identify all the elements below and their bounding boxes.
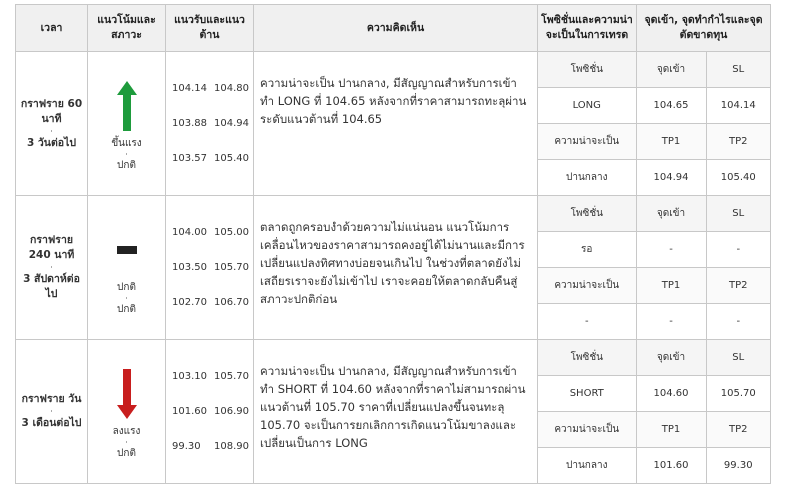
tp1-value: 101.60 (636, 448, 706, 484)
resistance-value: 104.94 (214, 118, 249, 129)
header-position-entry (538, 5, 771, 52)
probability-value: ปานกลาง (566, 460, 608, 471)
trend-strength: ลงแรง (112, 425, 141, 437)
level-row (172, 71, 249, 106)
comment-cell (254, 196, 538, 340)
trend-condition: ปกติ (117, 303, 136, 315)
probability-label: ความน่าจะเป็น (538, 268, 636, 304)
tp1-label: TP1 (636, 412, 706, 448)
trend-strength: ขึ้นแรง (111, 137, 142, 149)
sl-label: SL (706, 340, 770, 376)
level-row (172, 215, 249, 250)
trend-arrow-icon (117, 219, 137, 281)
support-value: 103.10 (172, 371, 207, 382)
level-row (172, 106, 249, 141)
trade-cell (538, 340, 771, 484)
probability-label: ความน่าจะเป็น (538, 124, 636, 160)
trend-separator: · (125, 437, 128, 447)
tp1-label: TP1 (636, 268, 706, 304)
trend-condition: ปกติ (117, 159, 136, 171)
sl-value: 105.70 (706, 376, 770, 412)
period-cell (16, 52, 88, 196)
trade-table (538, 340, 770, 483)
trend-arrow-icon (117, 363, 137, 425)
tp2-value: 99.30 (706, 448, 770, 484)
probability-label: ความน่าจะเป็น (538, 412, 636, 448)
support-value: 99.30 (172, 441, 201, 452)
tp2-value: - (706, 304, 770, 340)
trade-table (538, 196, 770, 339)
trend-strength: ปกติ (117, 281, 136, 293)
comment-text: ความน่าจะเป็น ปานกลาง, มีสัญญาณสำหรับการเข้าทำ LONG ที่ 104.65 หลังจากที่ราคาสามารถทะลุผ่านระดับแนวต้านที่ 104.65 (260, 76, 527, 126)
sl-value: - (706, 232, 770, 268)
resistance-value: 105.70 (214, 371, 249, 382)
header-support-resistance: แนวรับและแนวต้าน (166, 5, 254, 52)
trend-separator: · (125, 149, 128, 159)
support-value: 102.70 (172, 297, 207, 308)
entry-label: จุดเข้า (636, 340, 706, 376)
header-comment: ความคิดเห็น (254, 5, 538, 52)
support-value: 101.60 (172, 406, 207, 417)
trend-condition: ปกติ (117, 447, 136, 459)
entry-label: จุดเข้า (636, 196, 706, 232)
trade-cell (538, 52, 771, 196)
trend-cell (88, 196, 166, 340)
trend-separator: · (125, 293, 128, 303)
comment-text: ความน่าจะเป็น ปานกลาง, มีสัญญาณสำหรับการเข้าทำ SHORT ที่ 104.60 หลังจากที่ราคาไม่สามารถผ่านแนวต้านที่ 105.70 ราคาที่เปลี่ยนแปลงขึ้นจนทะลุ 105.70 จะเป็นการยกเลิกการเกิดแนวโน้มขาลงและเปลี่ยนเป็นการ LONG (260, 364, 526, 450)
level-row (172, 359, 249, 394)
period-separator: · (50, 126, 53, 136)
table-row (16, 340, 771, 484)
period-separator: · (50, 263, 53, 272)
resistance-value: 105.40 (214, 153, 249, 164)
position-label: โพซิชั่น (538, 340, 636, 376)
entry-label: จุดเข้า (636, 52, 706, 88)
sl-label: SL (706, 196, 770, 232)
comment-cell (254, 52, 538, 196)
sl-label: SL (706, 52, 770, 88)
tp2-label: TP2 (706, 412, 770, 448)
resistance-value: 105.00 (214, 227, 249, 238)
level-row (172, 141, 249, 176)
level-row (172, 429, 249, 464)
resistance-value: 104.80 (214, 83, 249, 94)
header-entry: จุดเข้า, จุดทำกำไรและจุดตัดขาดทุน (644, 14, 763, 41)
position-label: โพซิชั่น (538, 52, 636, 88)
support-value: 103.57 (172, 153, 207, 164)
entry-value: 104.65 (636, 88, 706, 124)
tp1-value: 104.94 (636, 160, 706, 196)
trend-arrow-icon (117, 75, 137, 137)
support-resistance-cell (166, 196, 254, 340)
table-row (16, 196, 771, 340)
period-cell (16, 196, 88, 340)
level-row (172, 394, 249, 429)
tp1-value: - (636, 304, 706, 340)
support-value: 103.88 (172, 118, 207, 129)
trade-table (538, 52, 770, 195)
period-separator: · (50, 407, 53, 416)
support-resistance-cell (166, 340, 254, 484)
position-value: LONG (538, 88, 636, 124)
period-horizon: 3 สัปดาห์ต่อไป (23, 273, 80, 300)
tp2-label: TP2 (706, 268, 770, 304)
position-label: โพซิชั่น (538, 196, 636, 232)
comment-text: ตลาดถูกครอบงำด้วยความไม่แน่นอน แนวโน้มการเคลื่อนไหวของราคาสามารถคงอยู่ได้ไม่นานและมีการเปลี่ยนแปลงทิศทางบ่อยจนเกินไป ในช่วงที่ตลาดยังไม่เสถียรเราจะยังไม่เข้าไป เราจะคอยให้ตลาดกลับคืนสู่สภาวะปกติก่อน (260, 220, 525, 306)
resistance-value: 106.70 (214, 297, 249, 308)
resistance-value: 108.90 (214, 441, 249, 452)
period-title: กราฟราย วัน (21, 393, 82, 405)
resistance-value: 105.70 (214, 262, 249, 273)
tp2-value: 105.40 (706, 160, 770, 196)
position-value: รอ (538, 232, 636, 268)
table-header-row (16, 5, 771, 52)
sl-value: 104.14 (706, 88, 770, 124)
position-value: SHORT (538, 376, 636, 412)
level-row (172, 285, 249, 320)
header-trend: แนวโน้มและสภาวะ (88, 5, 166, 52)
table-row (16, 52, 771, 196)
entry-value: 104.60 (636, 376, 706, 412)
period-horizon: 3 เดือนต่อไป (21, 417, 82, 429)
probability-value: - (584, 316, 589, 327)
level-row (172, 250, 249, 285)
period-title: กราฟราย 240 นาที (28, 234, 75, 261)
period-cell (16, 340, 88, 484)
trade-cell (538, 196, 771, 340)
comment-cell (254, 340, 538, 484)
resistance-value: 106.90 (214, 406, 249, 417)
forecast-table (15, 4, 771, 484)
header-time: เวลา (16, 5, 88, 52)
tp2-label: TP2 (706, 124, 770, 160)
trend-cell (88, 52, 166, 196)
period-title: กราฟราย 60 นาที (20, 97, 83, 125)
entry-value: - (636, 232, 706, 268)
probability-value: ปานกลาง (566, 172, 608, 183)
trend-cell (88, 340, 166, 484)
support-value: 103.50 (172, 262, 207, 273)
period-horizon: 3 วันต่อไป (26, 136, 77, 149)
support-resistance-cell (166, 52, 254, 196)
support-value: 104.00 (172, 227, 207, 238)
support-value: 104.14 (172, 83, 207, 94)
tp1-label: TP1 (636, 124, 706, 160)
header-position: โพซิชั่นและความน่าจะเป็นในการเทรด (538, 5, 637, 51)
